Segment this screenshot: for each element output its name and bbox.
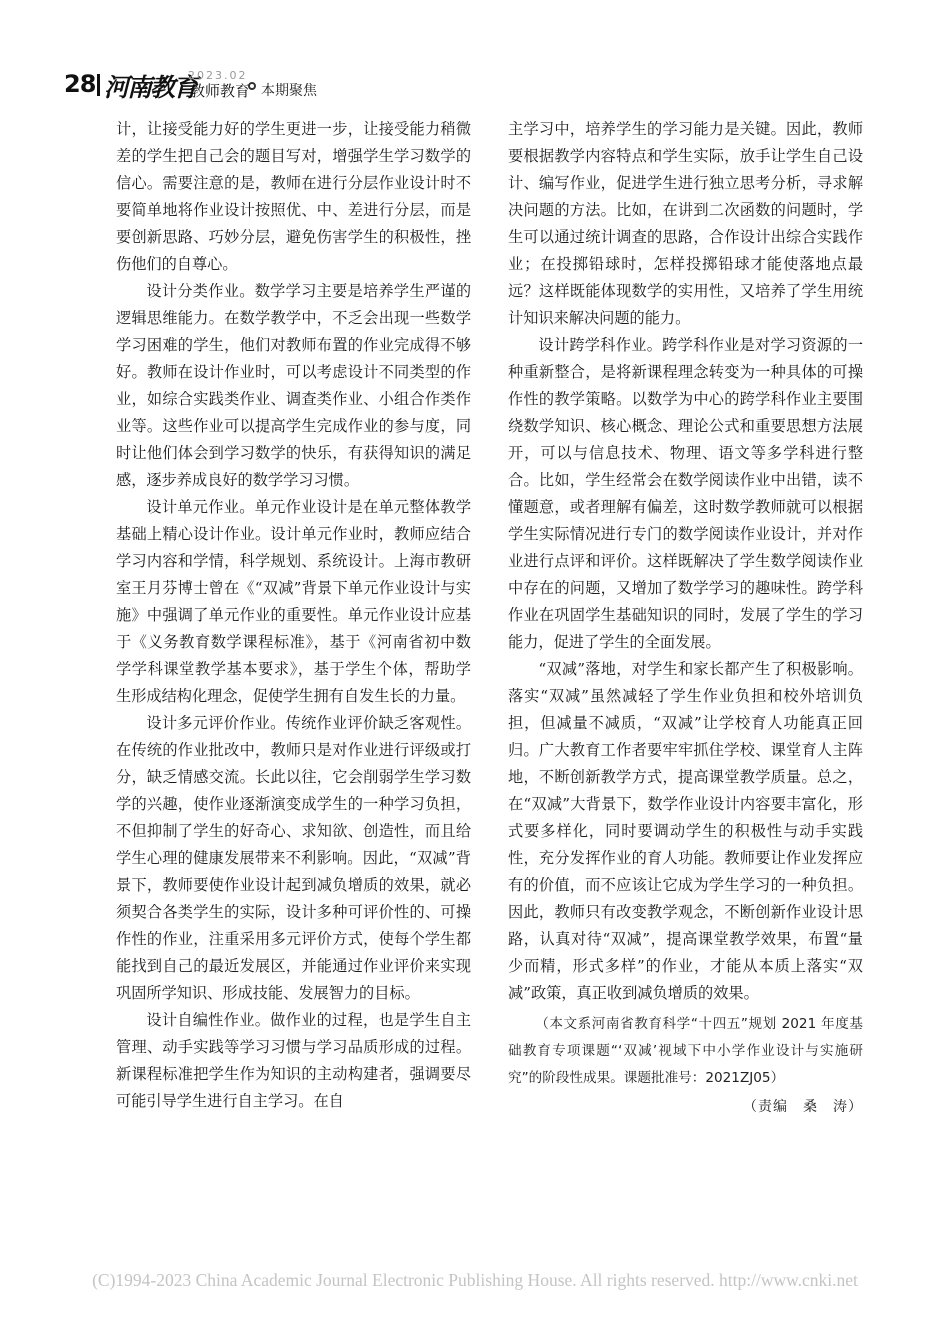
paragraph: 设计分类作业。数学学习主要是培养学生严谨的逻辑思维能力。在数学教学中，不乏会出现一些数学学习困难的学生，他们对教师布置的作业完成得不够好。教师在设计作业时，可以考虑设计不同类型的作业，如综合实践类作业、调查类作业、小组合作类作业等。这些作业可以提高学生完成作业的参与度，同时让他们体会到学习数学的快乐，有获得知识的满足感，逐步养成良好的数学学习习惯。 (116, 282, 471, 489)
page-header (64, 70, 894, 106)
paragraph: 设计单元作业。单元作业设计是在单元整体教学基础上精心设计作业。设计单元作业时，教师应结合学习内容和学情，科学规划、系统设计。上海市教研室王月芬博士曾在《“双减”背景下单元作业设计与实施》中强调了单元作业的重要性。单元作业设计应基于《义务教育数学课程标准》，基于《河南省初中数学学科课堂教学基本要求》，基于学生个体，帮助学生形成结构化理念，促使学生拥有自发生长的力量。 (116, 498, 471, 705)
editor-credit: （责编 桑 涛） (743, 1099, 863, 1115)
left-column (116, 116, 471, 1115)
paragraph: 计，让接受能力好的学生更进一步，让接受能力稍微差的学生把自己会的题目写对，增强学生学习数学的信心。需要注意的是，教师在进行分层作业设计时不要简单地将作业设计按照优、中、差进行分层，而是要创新思路、巧妙分层，避免伤害学生的积极性，挫伤他们的自尊心。 (116, 120, 471, 273)
paragraph: 设计自编性作业。做作业的过程，也是学生自主管理、动手实践等学习习惯与学习品质形成的过程。新课程标准把学生作为知识的主动构建者，强调要尽可能引导学生进行自主学习。在自 (116, 1011, 471, 1110)
copyright-watermark: (C)1994-2023 China Academic Journal Electronic Publishing House. All rights reserved. http://www.cnki.net (92, 1270, 858, 1290)
funding-note: （本文系河南省教育科学“十四五”规划 2021 年度基础教育专项课题“‘双减’视域下中小学作业设计与实施研究”的阶段性成果。课题批准号：2021ZJ05） (508, 1016, 863, 1086)
paragraph: 主学习中，培养学生的学习能力是关键。因此，教师要根据教学内容特点和学生实际，放手让学生自己设计、编写作业，促进学生进行独立思考分析，寻求解决问题的方法。比如，在讲到二次函数的问题时，学生可以通过统计调查的思路，合作设计出综合实践作业；在投掷铅球时，怎样投掷铅球才能使落地点最远？这样既能体现数学的实用性，又培养了学生用统计知识来解决问题的能力。 (508, 120, 863, 327)
right-column (508, 116, 863, 1121)
column-name: 本期聚焦 (261, 83, 317, 99)
paragraph: 设计多元评价作业。传统作业评价缺乏客观性。在传统的作业批改中，教师只是对作业进行评级或打分，缺乏情感交流。长此以往，它会削弱学生学习数学的兴趣，使作业逐渐演变成学生的一种学习负担，不但抑制了学生的好奇心、求知欲、创造性，而且给学生心理的健康发展带来不利影响。因此，“双减”背景下，教师要使作业设计起到减负增质的效果，就必须契合各类学生的实际，设计多种可评价性的、可操作性的作业，注重采用多元评价方式，使每个学生都能找到自己的最近发展区，并能通过作业评价来实现巩固所学知识、形成技能、发展智力的目标。 (116, 714, 471, 1002)
paragraph: 设计跨学科作业。跨学科作业是对学习资源的一种重新整合，是将新课程理念转变为一种具体的可操作性的教学策略。以数学为中心的跨学科作业主要围绕数学知识、核心概念、理论公式和重要思想方法展开，可以与信息技术、物理、语文等多学科进行整合。比如，学生经常会在数学阅读作业中出错，读不懂题意，或者理解有偏差，这时数学教师就可以根据学生实际情况进行专门的数学阅读作业设计，并对作业进行点评和评价。这样既解决了学生数学阅读作业中存在的问题，又增加了数学学习的趣味性。跨学科作业在巩固学生基础知识的同时，发展了学生的学习能力，促进了学生的全面发展。 (508, 336, 863, 651)
paragraph: “双减”落地，对学生和家长都产生了积极影响。落实“双减”虽然减轻了学生作业负担和校外培训负担，但减量不减质，“双减”让学校育人功能真正回归。广大教育工作者要牢牢抓住学校、课堂育人主阵地，不断创新教学方式，提高课堂教学质量。总之，在“双减”大背景下，数学作业设计内容要丰富化，形式要多样化，同时要调动学生的积极性与动手实践性，充分发挥作业的育人功能。教师要让作业发挥应有的价值，而不应该让它成为学生学习的一种负担。因此，教师只有改变教学观念，不断创新作业设计思路，认真对待“双减”，提高课堂教学效果，布置“量少而精，形式多样”的作业，才能从本质上落实“双减”政策，真正收到减负增质的效果。 (508, 660, 863, 1002)
header-divider (97, 74, 100, 96)
bullet-icon (248, 82, 256, 90)
magazine-logo: 河南教育 (104, 73, 197, 102)
page-number: 28 (64, 70, 96, 98)
section-name: 教师教育 (190, 82, 251, 100)
issue-date: 2023.02 (188, 69, 248, 82)
